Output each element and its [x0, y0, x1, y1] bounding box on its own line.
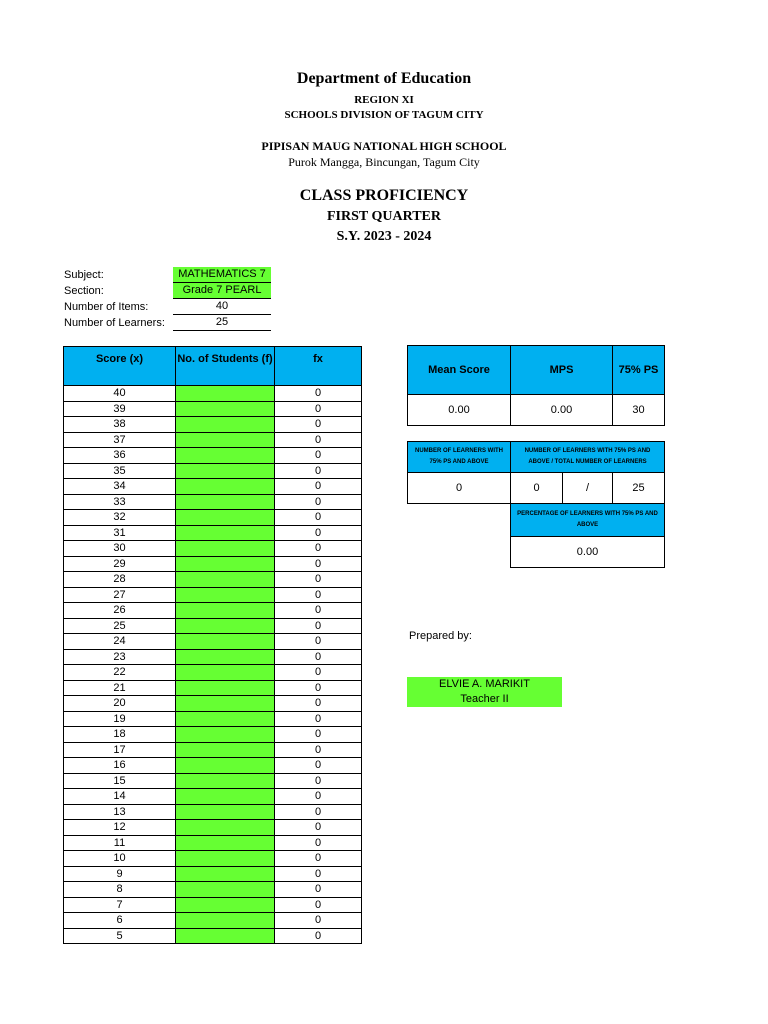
students-cell[interactable]: [176, 541, 275, 557]
fx-cell: 0: [275, 479, 362, 495]
score-cell: 26: [64, 603, 176, 619]
score-cell: 29: [64, 556, 176, 572]
students-cell[interactable]: [176, 866, 275, 882]
mean-score-value: 0.00: [407, 394, 511, 426]
fx-cell: 0: [275, 386, 362, 402]
table-row: [64, 851, 362, 867]
students-cell[interactable]: [176, 572, 275, 588]
students-cell[interactable]: [176, 448, 275, 464]
students-cell[interactable]: [176, 386, 275, 402]
fx-cell: 0: [275, 882, 362, 898]
students-cell[interactable]: [176, 835, 275, 851]
prepared-by-label: Prepared by:: [409, 630, 472, 642]
fx-cell: 0: [275, 463, 362, 479]
score-cell: 15: [64, 773, 176, 789]
score-cell: 7: [64, 897, 176, 913]
table-row: [64, 541, 362, 557]
fx-cell: 0: [275, 556, 362, 572]
score-cell: 31: [64, 525, 176, 541]
table-row: [64, 711, 362, 727]
fx-cell: 0: [275, 541, 362, 557]
header-fx: fx: [275, 347, 362, 386]
fx-cell: 0: [275, 448, 362, 464]
division-label: SCHOOLS DIVISION OF TAGUM CITY: [284, 109, 484, 121]
score-cell: 23: [64, 649, 176, 665]
table-row: [64, 587, 362, 603]
fx-cell: 0: [275, 897, 362, 913]
learners-label: Number of Learners:: [64, 317, 165, 329]
above-value: 0: [407, 472, 511, 504]
fx-cell: 0: [275, 804, 362, 820]
table-row: [64, 432, 362, 448]
score-cell: 25: [64, 618, 176, 634]
fx-cell: 0: [275, 711, 362, 727]
score-cell: 35: [64, 463, 176, 479]
fx-cell: 0: [275, 820, 362, 836]
school-address: Purok Mangga, Bincungan, Tagum City: [288, 155, 480, 169]
school-year: S.Y. 2023 - 2024: [336, 229, 432, 244]
score-cell: 10: [64, 851, 176, 867]
table-row: [64, 479, 362, 495]
fx-cell: 0: [275, 401, 362, 417]
score-cell: 13: [64, 804, 176, 820]
above-header: NUMBER OF LEARNERS WITH 75% PS AND ABOVE: [407, 441, 511, 473]
table-row: [64, 897, 362, 913]
quarter-label: FIRST QUARTER: [327, 209, 441, 224]
percentage-value: 0.00: [510, 536, 665, 568]
score-cell: 20: [64, 696, 176, 712]
fx-cell: 0: [275, 525, 362, 541]
ratio-total: 25: [612, 472, 665, 504]
students-cell[interactable]: [176, 680, 275, 696]
table-row: [64, 572, 362, 588]
table-row: [64, 649, 362, 665]
table-row: [64, 773, 362, 789]
mps-value: 0.00: [510, 394, 613, 426]
table-row: [64, 928, 362, 944]
score-cell: 5: [64, 928, 176, 944]
ratio-separator: /: [562, 472, 613, 504]
students-cell[interactable]: [176, 618, 275, 634]
table-row: [64, 386, 362, 402]
mps-header: MPS: [510, 345, 613, 395]
fx-cell: 0: [275, 665, 362, 681]
table-row: [64, 742, 362, 758]
table-row: [64, 835, 362, 851]
score-cell: 39: [64, 401, 176, 417]
students-cell[interactable]: [176, 742, 275, 758]
learners-field[interactable]: 25: [173, 315, 271, 331]
table-row: [64, 866, 362, 882]
students-cell[interactable]: [176, 587, 275, 603]
ratio-numerator: 0: [510, 472, 563, 504]
score-cell: 16: [64, 758, 176, 774]
percentage-header: PERCENTAGE OF LEARNERS WITH 75% PS AND ABOVE: [510, 503, 665, 537]
fx-cell: 0: [275, 572, 362, 588]
score-cell: 36: [64, 448, 176, 464]
score-cell: 6: [64, 913, 176, 929]
fx-cell: 0: [275, 758, 362, 774]
score-cell: 28: [64, 572, 176, 588]
items-label: Number of Items:: [64, 301, 149, 313]
ratio-header: NUMBER OF LEARNERS WITH 75% PS AND ABOVE / TOTAL NUMBER OF LEARNERS: [510, 441, 665, 473]
fx-cell: 0: [275, 928, 362, 944]
score-cell: 12: [64, 820, 176, 836]
students-cell[interactable]: [176, 401, 275, 417]
students-cell[interactable]: [176, 696, 275, 712]
students-cell[interactable]: [176, 928, 275, 944]
table-row: [64, 618, 362, 634]
score-cell: 19: [64, 711, 176, 727]
students-cell[interactable]: [176, 479, 275, 495]
table-row: [64, 696, 362, 712]
students-cell[interactable]: [176, 556, 275, 572]
score-cell: 38: [64, 417, 176, 433]
fx-cell: 0: [275, 680, 362, 696]
fx-cell: 0: [275, 494, 362, 510]
score-cell: 37: [64, 432, 176, 448]
fx-cell: 0: [275, 417, 362, 433]
teacher-name[interactable]: ELVIE A. MARIKIT: [407, 677, 562, 692]
students-cell[interactable]: [176, 463, 275, 479]
region-label: REGION XI: [354, 94, 414, 106]
table-row: [64, 634, 362, 650]
score-table: [63, 346, 362, 944]
table-row: [64, 789, 362, 805]
table-row: [64, 401, 362, 417]
fx-cell: 0: [275, 587, 362, 603]
students-cell[interactable]: [176, 510, 275, 526]
fx-cell: 0: [275, 696, 362, 712]
score-cell: 33: [64, 494, 176, 510]
ps-header: 75% PS: [612, 345, 665, 395]
fx-cell: 0: [275, 866, 362, 882]
students-cell[interactable]: [176, 820, 275, 836]
subject-label: Subject:: [64, 269, 104, 281]
fx-cell: 0: [275, 432, 362, 448]
score-cell: 34: [64, 479, 176, 495]
score-cell: 27: [64, 587, 176, 603]
mean-score-header: Mean Score: [407, 345, 511, 395]
header-score: Score (x): [64, 347, 176, 386]
report-title: CLASS PROFICIENCY: [299, 187, 469, 204]
score-cell: 14: [64, 789, 176, 805]
table-row: [64, 758, 362, 774]
section-field[interactable]: Grade 7 PEARL: [173, 283, 271, 299]
table-row: [64, 417, 362, 433]
ps-value: 30: [612, 394, 665, 426]
students-cell[interactable]: [176, 417, 275, 433]
subject-field[interactable]: MATHEMATICS 7: [173, 267, 271, 283]
students-cell[interactable]: [176, 634, 275, 650]
table-row: [64, 556, 362, 572]
score-cell: 17: [64, 742, 176, 758]
students-cell[interactable]: [176, 711, 275, 727]
school-name: PIPISAN MAUG NATIONAL HIGH SCHOOL: [261, 139, 507, 153]
score-cell: 21: [64, 680, 176, 696]
fx-cell: 0: [275, 742, 362, 758]
fx-cell: 0: [275, 789, 362, 805]
table-row: [64, 804, 362, 820]
students-cell[interactable]: [176, 804, 275, 820]
score-cell: 18: [64, 727, 176, 743]
fx-cell: 0: [275, 634, 362, 650]
fx-cell: 0: [275, 851, 362, 867]
score-cell: 8: [64, 882, 176, 898]
table-row: [64, 525, 362, 541]
students-cell[interactable]: [176, 882, 275, 898]
fx-cell: 0: [275, 913, 362, 929]
fx-cell: 0: [275, 649, 362, 665]
students-cell[interactable]: [176, 665, 275, 681]
table-row: [64, 820, 362, 836]
students-cell[interactable]: [176, 897, 275, 913]
students-cell[interactable]: [176, 525, 275, 541]
students-cell[interactable]: [176, 851, 275, 867]
score-cell: 30: [64, 541, 176, 557]
fx-cell: 0: [275, 727, 362, 743]
score-cell: 40: [64, 386, 176, 402]
table-row: [64, 510, 362, 526]
table-row: [64, 727, 362, 743]
score-cell: 22: [64, 665, 176, 681]
teacher-position[interactable]: Teacher II: [407, 692, 562, 707]
table-row: [64, 882, 362, 898]
table-row: [64, 603, 362, 619]
table-row: [64, 913, 362, 929]
students-cell[interactable]: [176, 773, 275, 789]
table-row: [64, 494, 362, 510]
score-cell: 24: [64, 634, 176, 650]
table-row: [64, 665, 362, 681]
students-cell[interactable]: [176, 494, 275, 510]
students-cell[interactable]: [176, 913, 275, 929]
fx-cell: 0: [275, 773, 362, 789]
fx-cell: 0: [275, 510, 362, 526]
score-cell: 11: [64, 835, 176, 851]
score-cell: 9: [64, 866, 176, 882]
score-cell: 32: [64, 510, 176, 526]
department-title: Department of Education: [296, 70, 472, 87]
students-cell[interactable]: [176, 432, 275, 448]
students-cell[interactable]: [176, 603, 275, 619]
section-label: Section:: [64, 285, 104, 297]
fx-cell: 0: [275, 835, 362, 851]
items-field[interactable]: 40: [173, 299, 271, 315]
students-cell[interactable]: [176, 649, 275, 665]
students-cell[interactable]: [176, 727, 275, 743]
fx-cell: 0: [275, 618, 362, 634]
header-students: No. of Students (f): [176, 347, 275, 386]
table-row: [64, 680, 362, 696]
table-row: [64, 448, 362, 464]
students-cell[interactable]: [176, 789, 275, 805]
fx-cell: 0: [275, 603, 362, 619]
table-row: [64, 463, 362, 479]
students-cell[interactable]: [176, 758, 275, 774]
